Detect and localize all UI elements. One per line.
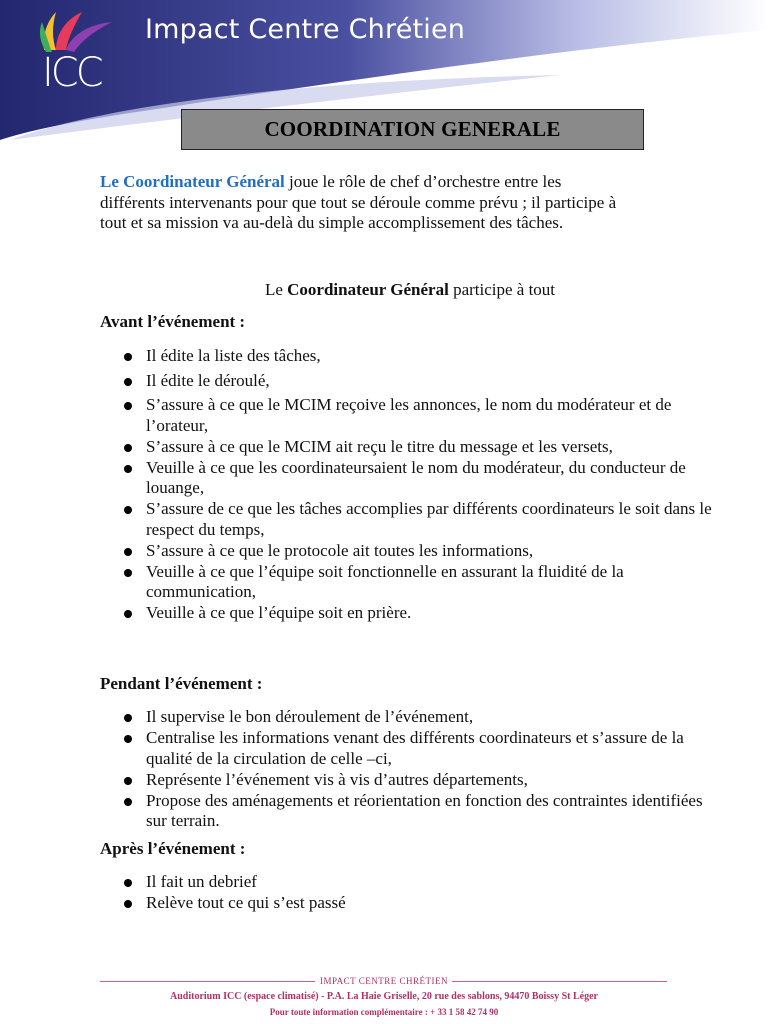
- summary-line: [100, 280, 720, 301]
- list-item: Il édite le déroulé,: [124, 371, 724, 392]
- intro-line1: joue le rôle de chef d’orchestre entre les: [284, 172, 562, 191]
- footer-address: Auditorium ICC (espace climatisé) - P.A. La Haie Griselle, 20 rue des sablons, 94470 Boissy St Léger: [170, 991, 598, 1002]
- logo-text: ICC: [42, 50, 101, 96]
- document-body: [100, 172, 720, 912]
- list-item: Propose des aménagements et réorientation en fonction des contraintes identifiées sur terrain.: [124, 791, 724, 832]
- footer-contact: Pour toute information complémentaire : + 33 1 58 42 74 90: [269, 1007, 499, 1017]
- intro-highlight: Le Coordinateur Général: [100, 172, 285, 191]
- list-item: Veuille à ce que l’équipe soit en prière.: [124, 603, 724, 624]
- intro-line2: différents intervenants pour que tout se déroule comme prévu ; il participe à: [100, 192, 617, 212]
- section-heading-pendant: Pendant l’événement :: [100, 674, 263, 693]
- summary-bold: Coordinateur Général: [287, 280, 449, 299]
- section-heading-avant: Avant l’événement :: [100, 312, 246, 331]
- list-item: Centralise les informations venant des différents coordinateurs et s’assure de la qualité de la circulation de celle –ci,: [124, 728, 724, 769]
- bullet-list-pendant: [124, 707, 724, 832]
- list-item: S’assure à ce que le MCIM reçoive les annonces, le nom du modérateur et de l’orateur,: [124, 395, 724, 436]
- summary-prefix: Le: [264, 280, 288, 299]
- list-item: S’assure à ce que le protocole ait toutes les informations,: [124, 541, 724, 562]
- summary-suffix: participe à tout: [448, 280, 556, 299]
- list-item: Représente l’événement vis à vis d’autres départements,: [124, 770, 724, 791]
- list-item: S’assure de ce que les tâches accomplies par différents coordinateurs le soit dans le respect du temps,: [124, 499, 724, 540]
- footer-org: IMPACT CENTRE CHRÉTIEN: [319, 976, 448, 986]
- list-item: Relève tout ce qui s’est passé: [124, 893, 724, 914]
- list-item: Il fait un debrief: [124, 872, 724, 893]
- brand-title: Impact Centre Chrétien: [145, 14, 466, 45]
- document-title: COORDINATION GENERALE: [264, 117, 561, 141]
- list-item: Il édite la liste des tâches,: [124, 346, 724, 367]
- document-title-box: [181, 109, 644, 150]
- section-heading-apres: Après l’événement :: [100, 839, 246, 858]
- list-item: Il supervise le bon déroulement de l’événement,: [124, 707, 724, 728]
- list-item: S’assure à ce que le MCIM ait reçu le titre du message et les versets,: [124, 437, 724, 458]
- intro-paragraph: [100, 172, 720, 234]
- list-item: Veuille à ce que les coordinateursaient le nom du modérateur, du conducteur de louange,: [124, 458, 724, 499]
- bullet-list-apres: [124, 872, 724, 914]
- bullet-list-avant: [124, 346, 724, 624]
- intro-line3: tout et sa mission va au-delà du simple accomplissement des tâches.: [100, 213, 564, 232]
- list-item: Veuille à ce que l’équipe soit fonctionnelle en assurant la fluidité de la communication,: [124, 562, 724, 603]
